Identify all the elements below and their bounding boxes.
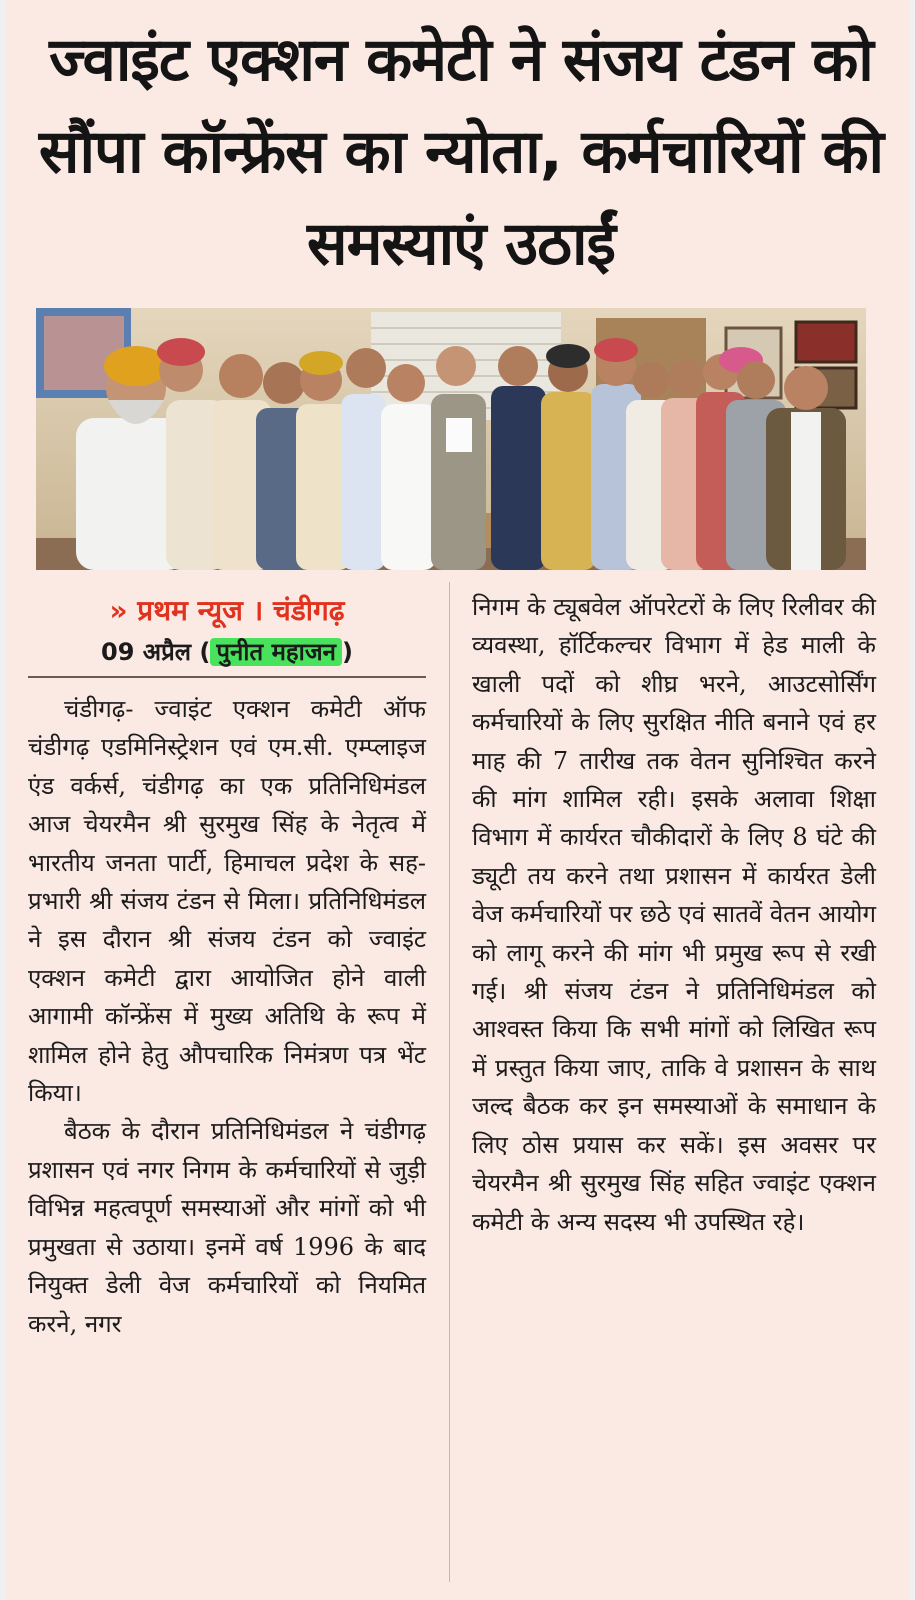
dateline-date: 09 अप्रैल <box>101 638 192 666</box>
byline <box>28 590 426 632</box>
reporter-name: पुनीत महाजन <box>210 638 342 666</box>
column-divider <box>449 582 450 1582</box>
byline-prefix: » <box>109 594 128 627</box>
dateline-close-paren: ) <box>342 638 353 666</box>
article-right-column <box>472 588 876 1241</box>
article-left-column <box>28 588 426 1343</box>
article-paragraph-2: बैठक के दौरान प्रतिनिधिमंडल ने चंडीगढ़ प्रशासन एवं नगर निगम के कर्मचारियों से जुड़ी विभिन्न महत्वपूर्ण समस्याओं और मांगों को भी प्रमुखता से उठाया। इनमें वर्ष 1996 के बाद नियुक्त डेली वेज कर्मचारियों को नियमित करने, नगर <box>28 1117 426 1338</box>
byline-separator: । <box>252 594 264 627</box>
byline-source: प्रथम न्यूज <box>137 594 243 627</box>
group-photo-illustration <box>36 308 866 570</box>
headline: ज्वाइंट एक्शन कमेटी ने संजय टंडन को सौंपा कॉन्फ्रेंस का न्योता, कर्मचारियों की समस्याएं उठाईं <box>38 25 884 279</box>
people-group <box>76 338 846 570</box>
dateline <box>28 632 426 678</box>
dateline-open-paren: ( <box>199 638 211 666</box>
byline-city: चंडीगढ़ <box>273 594 345 627</box>
article-paragraph-3: निगम के ट्यूबवेल ऑपरेटरों के लिए रिलीवर की व्यवस्था, हॉर्टिकल्चर विभाग में हेड माली के खाली पदों को शीघ्र भरने, आउटसोर्सिंग कर्मचारियों के लिए सुरक्षित नीति बनाने एवं हर माह की 7 तारीख तक वेतन सुनिश्चित करने की मांग शामिल रही। इसके अलावा शिक्षा विभाग में कार्यरत चौकीदारों के लिए 8 घंटे की ड्यूटी तय करने तथा प्रशासन में कार्यरत डेली वेज कर्मचारियों पर छठे एवं सातवें वेतन आयोग को लागू करने की मांग भी प्रमुख रूप से रखी गई। श्री संजय टंडन ने प्रतिनिधिमंडल को आश्वस्त किया कि सभी मांगों को लिखित रूप में प्रस्तुत किया जाए, ताकि वे प्रशासन के साथ जल्द बैठक कर इन समस्याओं के समाधान के लिए ठोस प्रयास कर सकें। इस अवसर पर चेयरमैन श्री सुरमुख सिंह सहित ज्वाइंट एक्शन कमेटी के अन्य सदस्य भी उपस्थित रहे। <box>472 593 876 1236</box>
group-photo <box>36 308 866 570</box>
article-paragraph-1: चंडीगढ़- ज्वाइंट एक्शन कमेटी ऑफ चंडीगढ़ एडमिनिस्ट्रेशन एवं एम.सी. एम्प्लाइज एंड वर्कर्स, चंडीगढ़ का एक प्रतिनिधिमंडल आज चेयरमैन श्री सुरमुख सिंह के नेतृत्व में भारतीय जनता पार्टी, हिमाचल प्रदेश के सह-प्रभारी श्री संजय टंडन से मिला। प्रतिनिधिमंडल ने इस दौरान श्री संजय टंडन को ज्वाइंट एक्शन कमेटी द्वारा आयोजित होने वाली आगामी कॉन्फ्रेंस में मुख्य अतिथि के रूप में शामिल होने हेतु औपचारिक निमंत्रण पत्र भेंट किया। <box>28 695 426 1108</box>
